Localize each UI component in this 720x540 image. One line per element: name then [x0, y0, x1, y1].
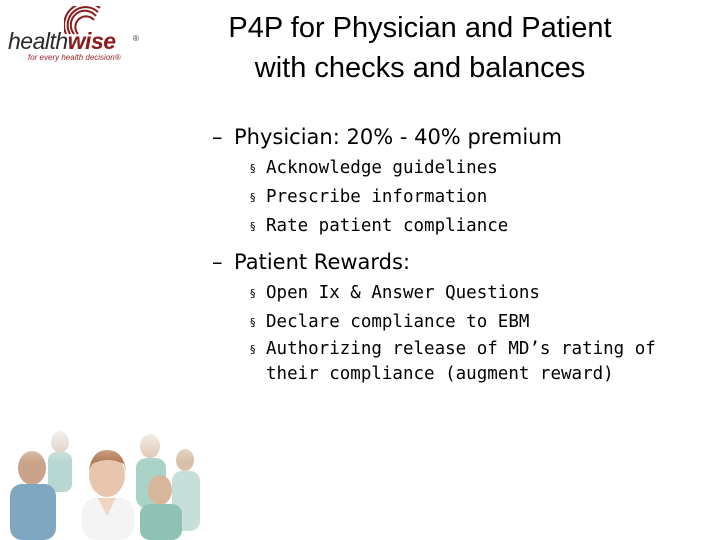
section-bullet-icon: §: [250, 191, 256, 204]
list-item-text: Prescribe information: [266, 187, 488, 207]
list-item-text: Declare compliance to EBM: [266, 312, 530, 332]
patient-list: [212, 279, 712, 387]
logo-tagline: for every health decision®: [28, 53, 121, 62]
section-heading-patient: [212, 247, 712, 277]
healthwise-logo: [6, 6, 146, 62]
list-item-text: Rate patient compliance: [266, 216, 509, 236]
section-bullet-icon: §: [250, 162, 256, 175]
list-item: [212, 279, 712, 308]
slide-title: [170, 8, 670, 88]
section-bullet-icon: §: [250, 287, 256, 300]
list-item: [212, 154, 712, 183]
medical-staff-photo-icon: [0, 420, 215, 540]
list-item: [212, 337, 712, 387]
section-bullet-icon: §: [250, 343, 256, 356]
section-bullet-icon: §: [250, 316, 256, 329]
list-item-text: Open Ix & Answer Questions: [266, 283, 540, 303]
list-item-text: Authorizing release of MD’s rating of their compliance (augment reward): [266, 339, 656, 384]
section-heading-physician: [212, 122, 712, 152]
title-line-1: P4P for Physician and Patient: [228, 12, 612, 44]
section-bullet-icon: §: [250, 220, 256, 233]
physician-list: [212, 154, 712, 241]
list-item: [212, 212, 712, 241]
list-item-text: Acknowledge guidelines: [266, 158, 498, 178]
logo-trademark: ®: [133, 34, 139, 43]
dash-bullet-icon: –: [212, 125, 223, 149]
title-line-2: with checks and balances: [254, 52, 586, 84]
dash-bullet-icon: –: [212, 250, 223, 274]
section-heading-text: Physician: 20% - 40% premium: [234, 125, 562, 149]
list-item: [212, 183, 712, 212]
section-heading-text: Patient Rewards:: [234, 250, 411, 274]
list-item: [212, 308, 712, 337]
slide-content: [212, 122, 712, 393]
logo-wordmark: healthwise: [8, 28, 116, 54]
